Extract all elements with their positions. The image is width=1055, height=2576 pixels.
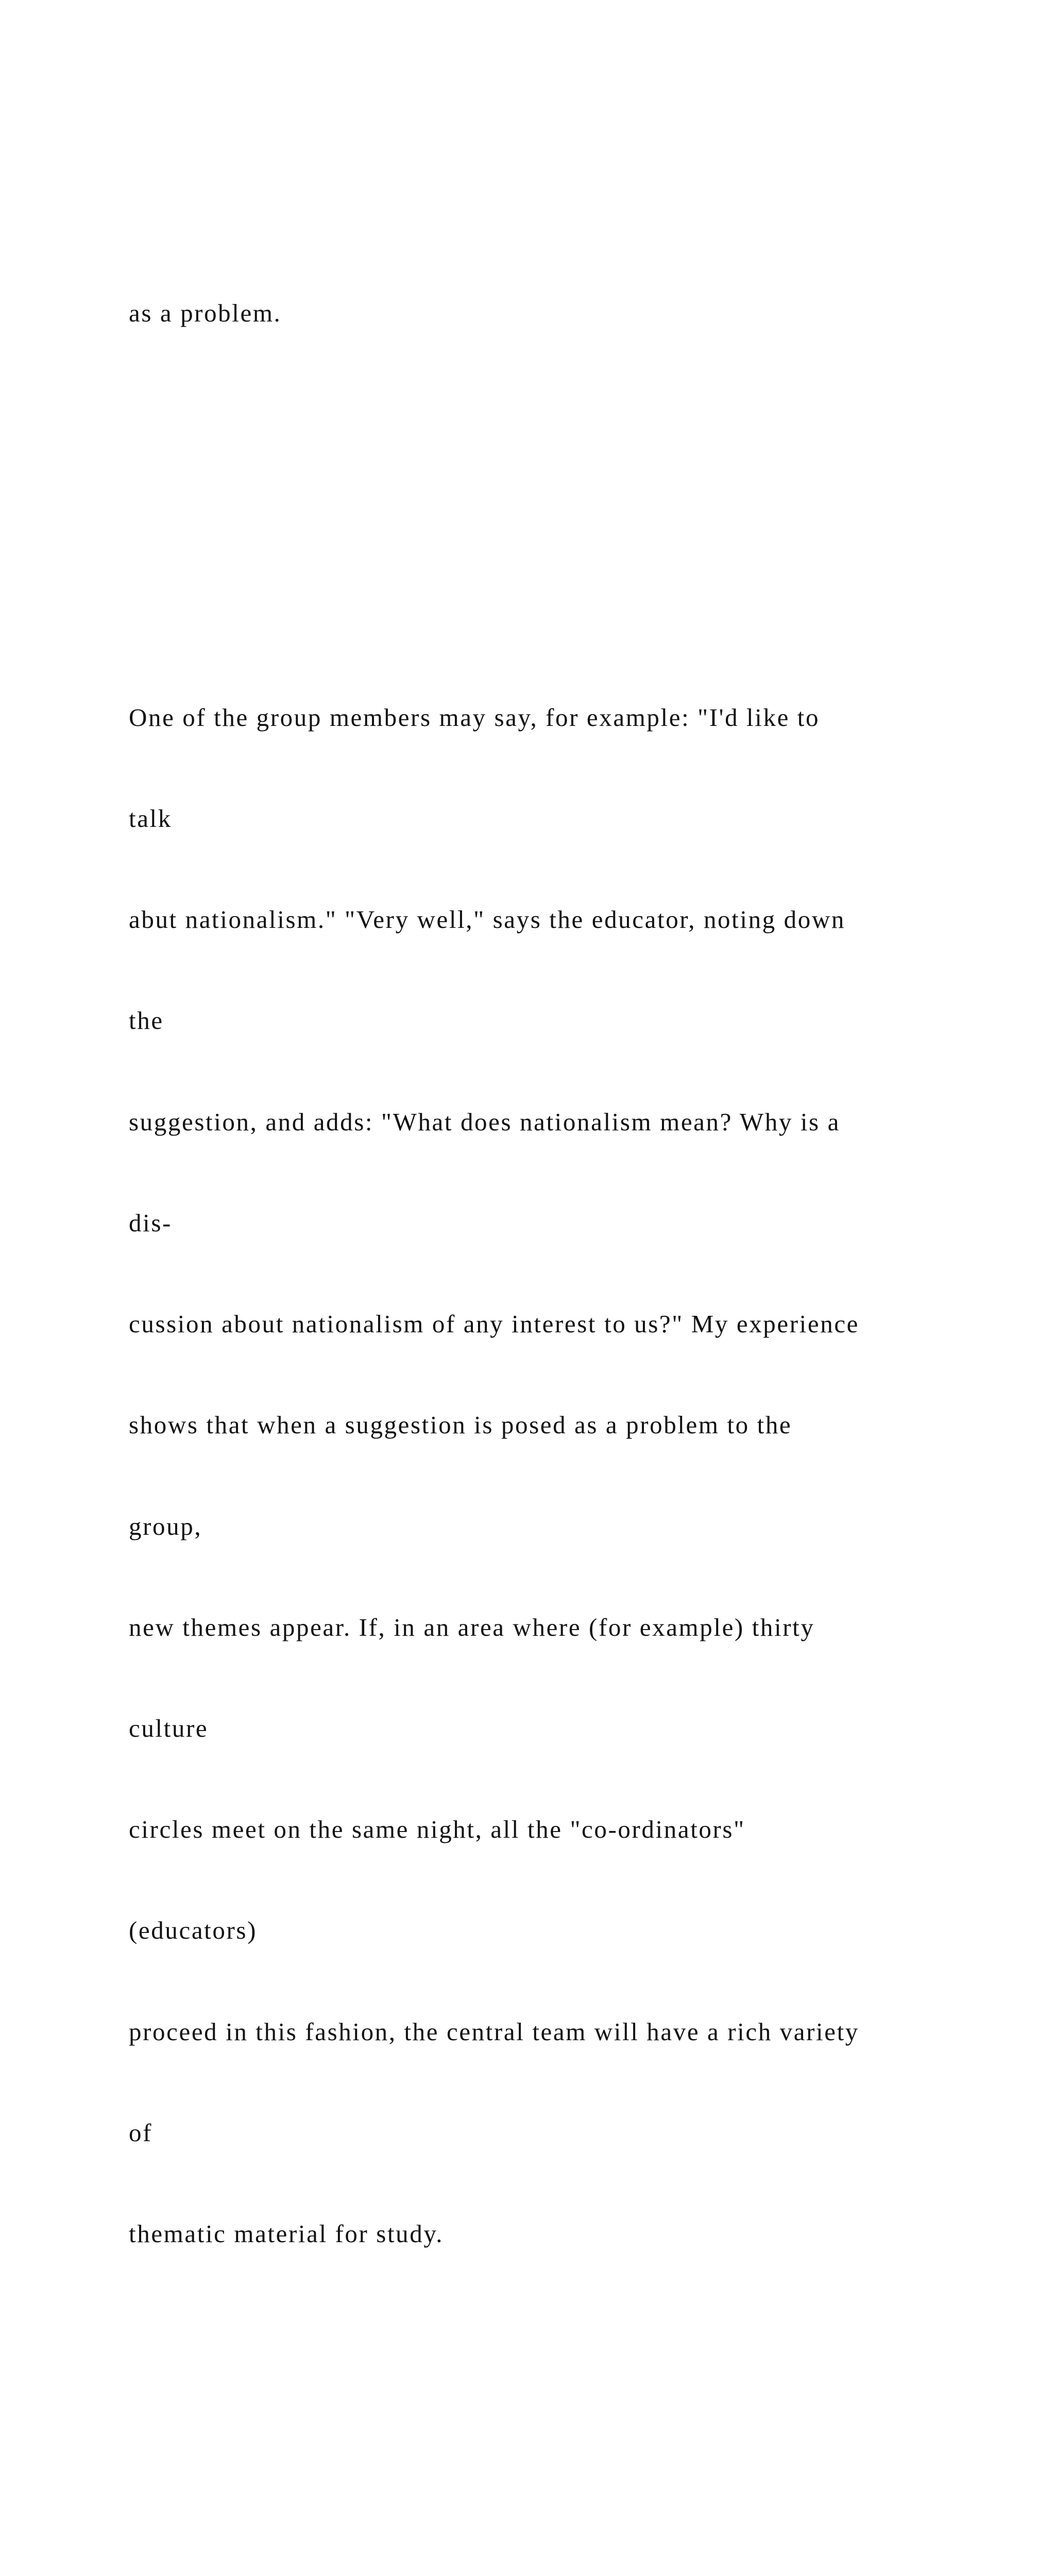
text-line: abut nationalism." "Very well," says the educator, noting down bbox=[129, 905, 845, 934]
text-line: proceed in this fashion, the central team will have a rich variety bbox=[129, 2017, 859, 2046]
text-line: suggestion, and adds: "What does nationalism mean? Why is a bbox=[129, 1107, 840, 1136]
paragraph-gap bbox=[129, 498, 1015, 532]
document-body bbox=[129, 128, 1015, 2576]
paragraph-3 bbox=[129, 2554, 1015, 2576]
paragraph-2 bbox=[129, 633, 1015, 2318]
text-line: as a problem. bbox=[129, 299, 282, 328]
text-line: cussion about nationalism of any interest to us?" My experience bbox=[129, 1310, 860, 1338]
text-line: of bbox=[129, 2118, 153, 2147]
text-line: One of the group members may say, for example: "I'd like to bbox=[129, 703, 820, 732]
text-line: circles meet on the same night, all the "co-ordinators" bbox=[129, 1815, 745, 1844]
text-line: talk bbox=[129, 804, 172, 833]
paragraph-1 bbox=[129, 229, 1015, 397]
text-line: shows that when a suggestion is posed as a problem to the bbox=[129, 1411, 792, 1439]
text-line: thematic material for study. bbox=[129, 2219, 444, 2248]
text-line: culture bbox=[129, 1714, 209, 1742]
text-line: dis- bbox=[129, 1208, 172, 1237]
text-line: new themes appear. If, in an area where (for example) thirty bbox=[129, 1613, 815, 1641]
text-line: the bbox=[129, 1006, 164, 1035]
text-line: (educators) bbox=[129, 1916, 257, 1945]
paragraph-gap bbox=[129, 2419, 1015, 2452]
text-line: group, bbox=[129, 1512, 202, 1540]
